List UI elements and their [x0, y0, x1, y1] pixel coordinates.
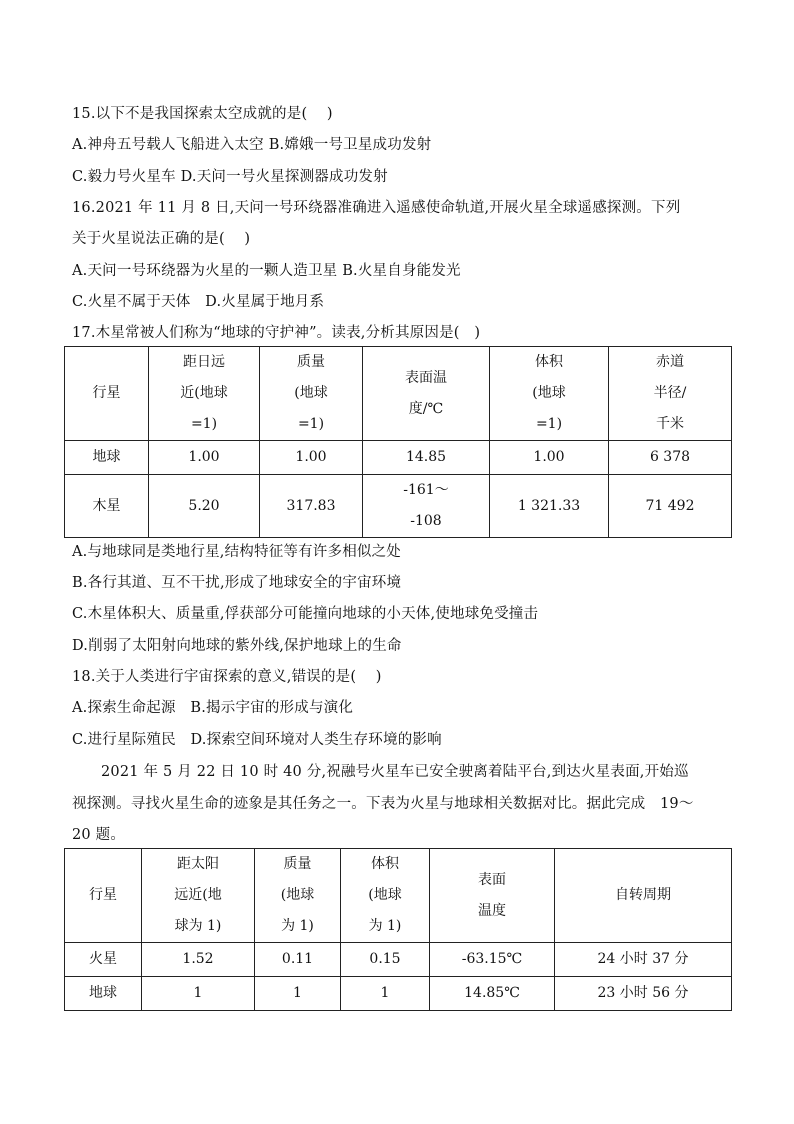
cell-volume: 1.00: [490, 441, 609, 475]
header-distance: 距日远 近(地球 =1): [149, 347, 260, 441]
cell-mass: 317.83: [260, 475, 363, 538]
q17-option-a: A.与地球同是类地行星,结构特征等有许多相似之处: [72, 544, 401, 560]
cell-distance: 1: [142, 977, 255, 1011]
header-mass: 质量 (地球 为 1): [255, 849, 341, 943]
q16-options-ab: A.天问一号环绕器为火星的一颗人造卫星 B.火星自身能发光: [72, 263, 461, 279]
cell-planet: 火星: [65, 943, 142, 977]
q18-stem: 18.关于人类进行宇宙探索的意义,错误的是( ): [72, 669, 382, 685]
cell-volume: 0.15: [341, 943, 430, 977]
cell-distance: 5.20: [149, 475, 260, 538]
q16-options-cd: C.火星不属于天体 D.火星属于地月系: [72, 294, 325, 310]
cell-rotation-period: 24 小时 37 分: [555, 943, 732, 977]
header-planet: 行星: [65, 849, 142, 943]
cell-temperature: 14.85℃: [430, 977, 555, 1011]
header-mass: 质量 (地球 =1): [260, 347, 363, 441]
table-row: [65, 977, 732, 1011]
cell-mass: 1.00: [260, 441, 363, 475]
header-distance: 距太阳 远近(地 球为 1): [142, 849, 255, 943]
table-row: [65, 943, 732, 977]
q17-option-b: B.各行其道、互不干扰,形成了地球安全的宇宙环境: [72, 575, 402, 591]
cell-radius: 71 492: [609, 475, 732, 538]
header-radius: 赤道 半径/ 千米: [609, 347, 732, 441]
cell-temperature: -63.15℃: [430, 943, 555, 977]
table-row: [65, 441, 732, 475]
passage-line1: 2021 年 5 月 22 日 10 时 40 分,祝融号火星车已安全驶离着陆平台,到达火星表面,开始巡: [101, 764, 689, 780]
q15-options-ab: A.神舟五号载人飞船进入太空 B.嫦娥一号卫星成功发射: [72, 137, 432, 153]
header-temperature: 表面 温度: [430, 849, 555, 943]
q18-options-ab: A.探索生命起源 B.揭示宇宙的形成与演化: [72, 700, 354, 716]
cell-volume: 1 321.33: [490, 475, 609, 538]
cell-planet: 地球: [65, 977, 142, 1011]
table-header-row: [65, 849, 732, 943]
cell-volume: 1: [341, 977, 430, 1011]
header-temperature: 表面温 度/℃: [363, 347, 490, 441]
q15-stem: 15.以下不是我国探索太空成就的是( ): [72, 106, 333, 122]
header-planet: 行星: [65, 347, 149, 441]
cell-distance: 1.00: [149, 441, 260, 475]
passage-line2: 视探测。寻找火星生命的迹象是其任务之一。下表为火星与地球相关数据对比。据此完成 19～: [72, 796, 694, 812]
cell-temperature: -161～ -108: [363, 475, 490, 538]
table-row: [65, 475, 732, 538]
cell-planet: 木星: [65, 475, 149, 538]
q16-stem-line1: 16.2021 年 11 月 8 日,天问一号环绕器准确进入遥感使命轨道,开展火星全球遥感探测。下列: [72, 200, 681, 216]
mars-earth-table: [64, 848, 732, 1011]
q15-options-cd: C.毅力号火星车 D.天问一号火星探测器成功发射: [72, 169, 388, 185]
cell-mass: 0.11: [255, 943, 341, 977]
q16-stem-line2: 关于火星说法正确的是( ): [72, 231, 251, 247]
passage-line3: 20 题。: [72, 827, 126, 843]
q17-option-d: D.削弱了太阳射向地球的紫外线,保护地球上的生命: [72, 638, 402, 654]
q17-stem: 17.木星常被人们称为“地球的守护神”。读表,分析其原因是( ): [72, 325, 481, 341]
header-rotation-period: 自转周期: [555, 849, 732, 943]
cell-rotation-period: 23 小时 56 分: [555, 977, 732, 1011]
jupiter-earth-table: [64, 346, 732, 538]
table-header-row: [65, 347, 732, 441]
cell-planet: 地球: [65, 441, 149, 475]
cell-distance: 1.52: [142, 943, 255, 977]
cell-mass: 1: [255, 977, 341, 1011]
q17-option-c: C.木星体积大、质量重,俘获部分可能撞向地球的小天体,使地球免受撞击: [72, 606, 539, 622]
header-volume: 体积 (地球 =1): [490, 347, 609, 441]
cell-temperature: 14.85: [363, 441, 490, 475]
header-volume: 体积 (地球 为 1): [341, 849, 430, 943]
cell-radius: 6 378: [609, 441, 732, 475]
q18-options-cd: C.进行星际殖民 D.探索空间环境对人类生存环境的影响: [72, 732, 442, 748]
